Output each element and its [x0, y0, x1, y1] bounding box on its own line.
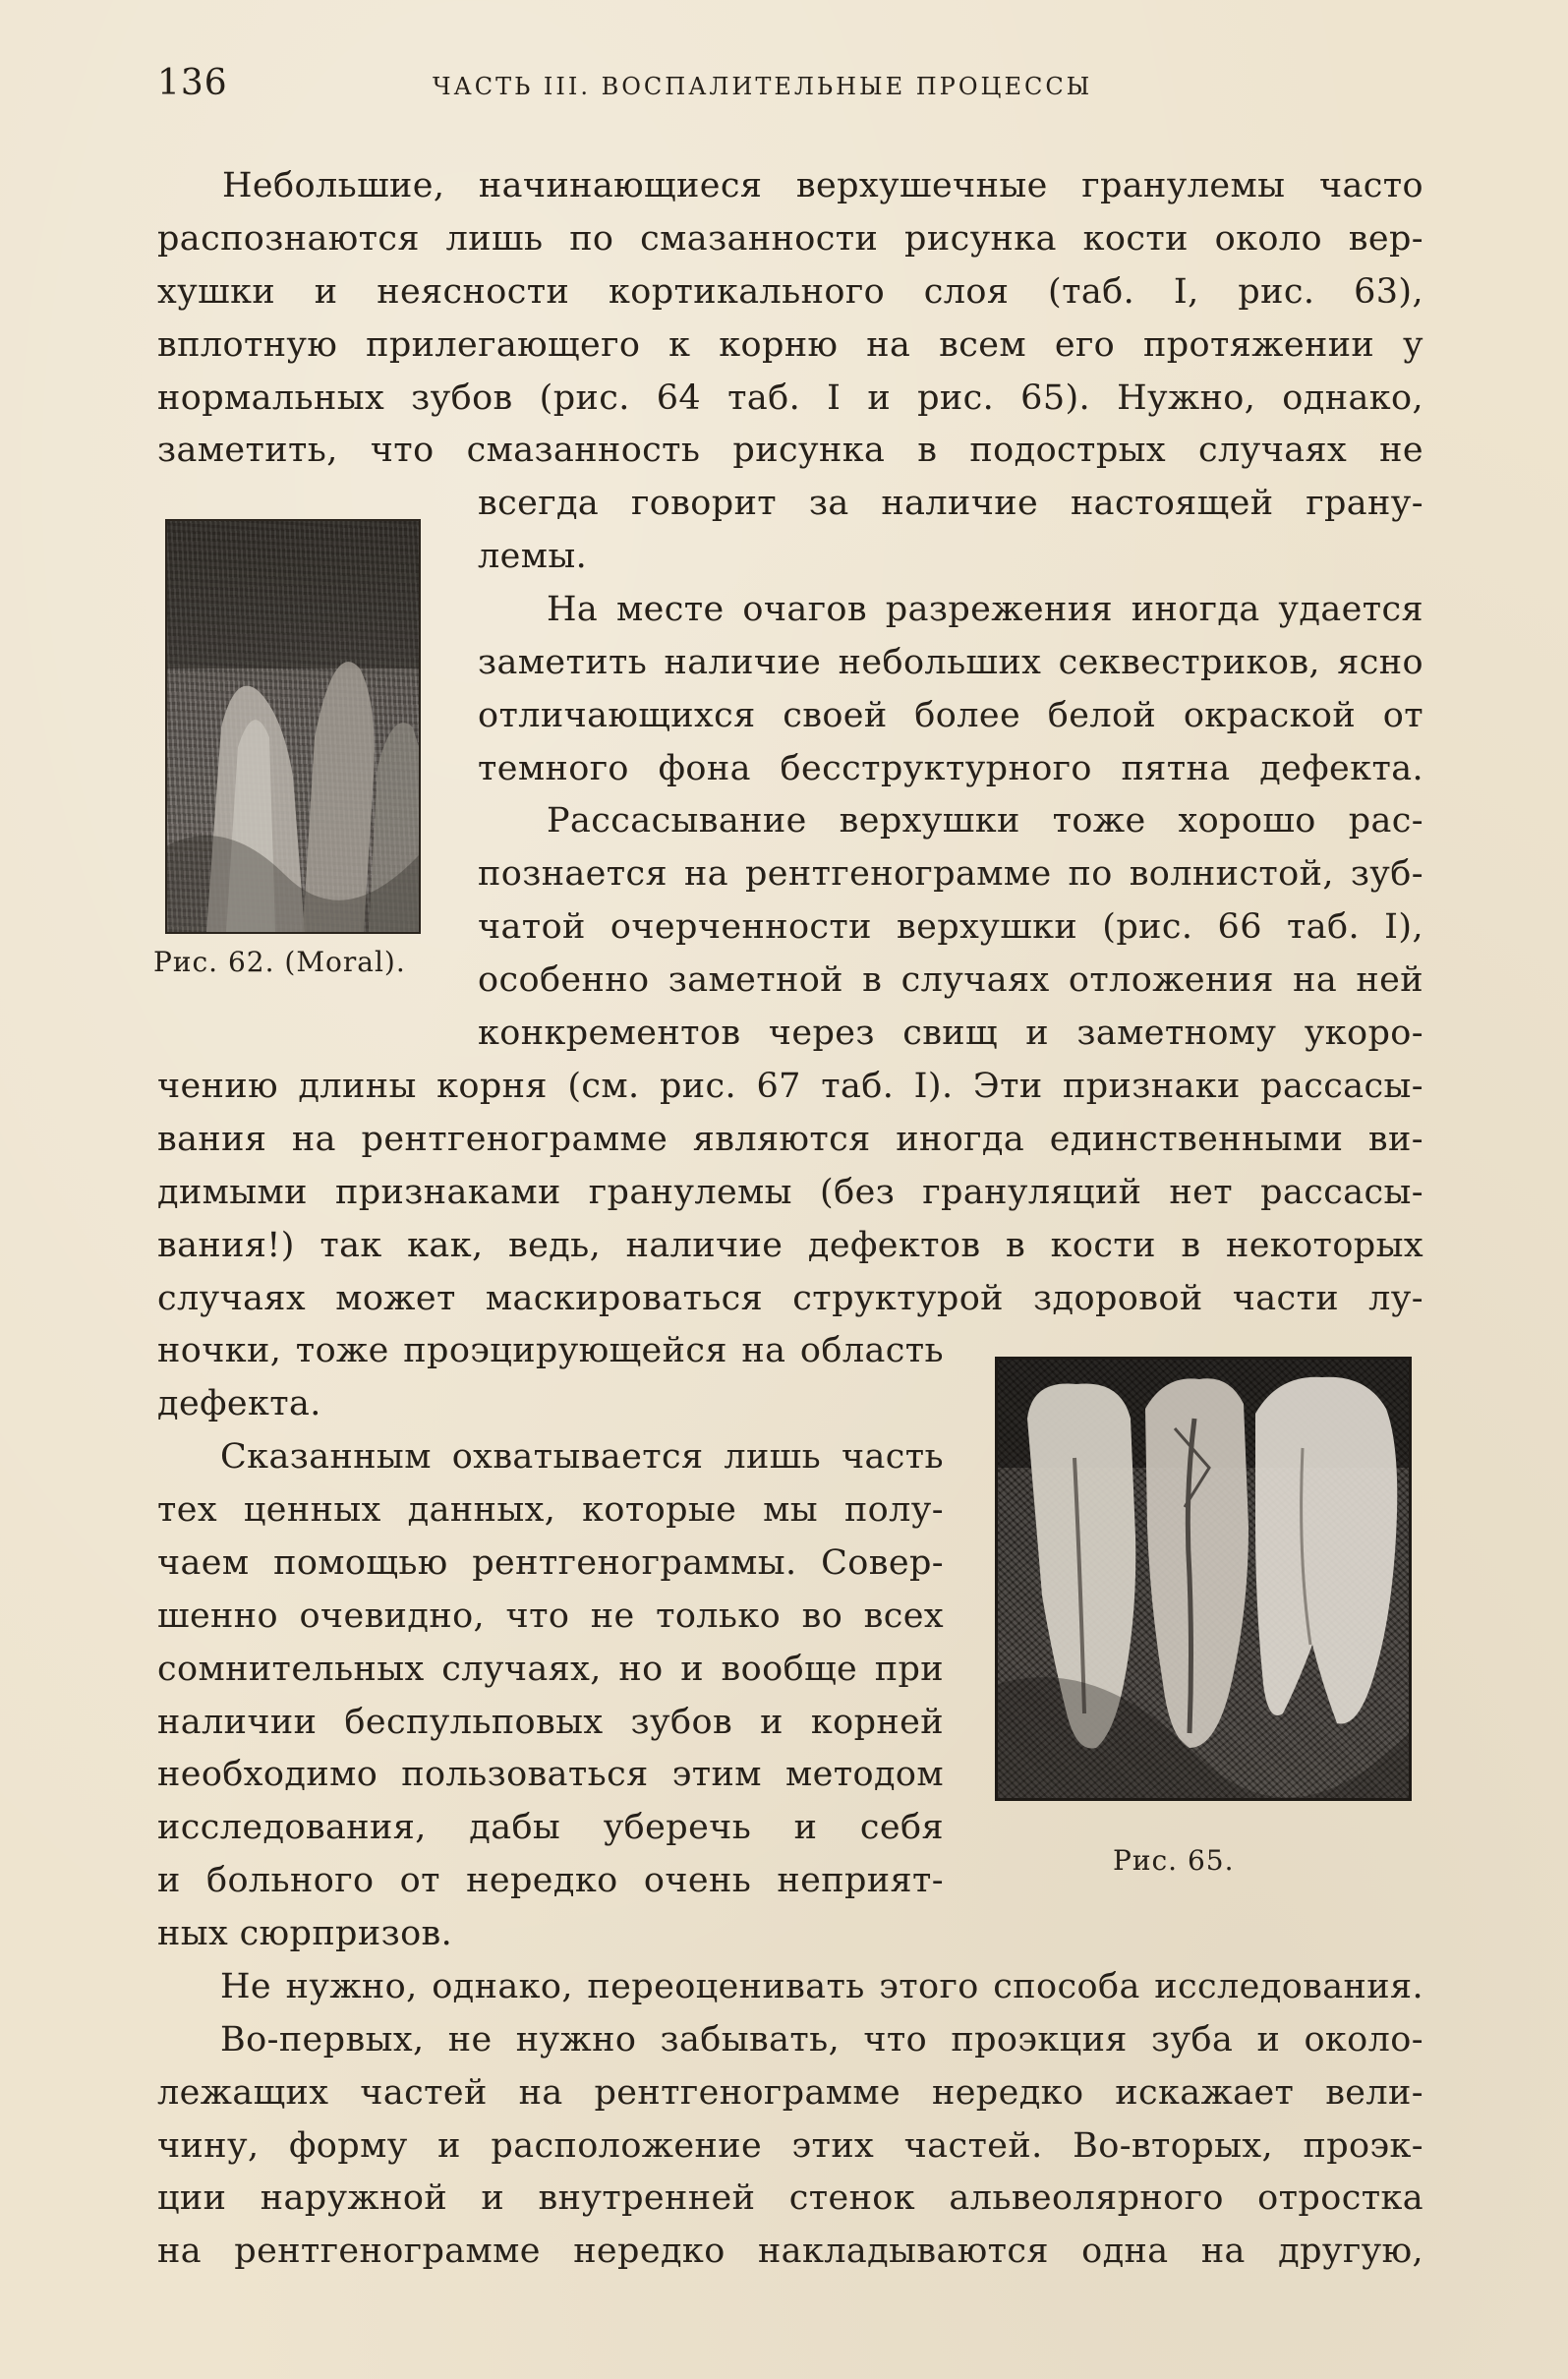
- text-line: на рентгенограмме нередко накладываются одна на другую,: [157, 2232, 1423, 2271]
- text-line: сомнительных случаях, но и вообще при: [157, 1650, 944, 1689]
- running-title: ЧАСТЬ III. ВОСПАЛИТЕЛЬНЫЕ ПРОЦЕССЫ: [433, 73, 1093, 100]
- figure-62-caption: Рис. 62. (Moral).: [153, 946, 406, 978]
- text-line: особенно заметной в случаях отложения на ней: [478, 960, 1423, 1000]
- text-line: случаях может маскироваться структурой здоровой части лу-: [157, 1279, 1423, 1318]
- text-line: чению длины корня (см. рис. 67 таб. I). Эти признаки рассасы-: [157, 1067, 1423, 1106]
- page-header: [157, 63, 1421, 112]
- text-line: ночки, тоже проэцирующейся на область: [157, 1331, 944, 1370]
- text-line: и больного от нередко очень неприят-: [157, 1861, 944, 1900]
- text-line: чину, форму и расположение этих частей. Во-вторых, проэк-: [157, 2126, 1423, 2166]
- text-line: дефекта.: [157, 1384, 321, 1423]
- text-line: всегда говорит за наличие настоящей грану-: [478, 484, 1423, 523]
- text-line: хушки и неясности кортикального слоя (таб. I, рис. 63),: [157, 272, 1423, 312]
- text-line: Во-первых, не нужно забывать, что проэкция зуба и около-: [220, 2020, 1423, 2060]
- text-line: вания!) так как, ведь, наличие дефектов в кости в некоторых: [157, 1226, 1423, 1265]
- text-line: Сказанным охватывается лишь часть: [220, 1437, 944, 1477]
- figure-65-xray: [995, 1357, 1412, 1801]
- text-line: шенно очевидно, что не только во всех: [157, 1596, 944, 1636]
- text-line: ции наружной и внутренней стенок альвеолярного отростка: [157, 2178, 1423, 2218]
- text-line: Не нужно, однако, переоценивать этого способа исследования.: [220, 1967, 1423, 2006]
- text-line: Небольшие, начинающиеся верхушечные гранулемы часто: [222, 166, 1423, 205]
- text-line: чаем помощью рентгенограммы. Совер-: [157, 1543, 944, 1583]
- text-line: познается на рентгенограмме по волнистой, зуб-: [478, 854, 1423, 894]
- text-line: наличии беспульповых зубов и корней: [157, 1703, 944, 1742]
- text-line: Рассасывание верхушки тоже хорошо рас-: [547, 801, 1423, 841]
- text-line: исследования, дабы уберечь и себя: [157, 1808, 944, 1847]
- text-line: ных сюрпризов.: [157, 1914, 453, 1953]
- figure-62-xray: [165, 519, 421, 934]
- text-line: отличающихся своей более белой окраской от: [478, 696, 1423, 735]
- text-line: лежащих частей на рентгенограмме нередко искажает вели-: [157, 2073, 1423, 2113]
- text-line: тех ценных данных, которые мы полу-: [157, 1490, 944, 1530]
- text-line: конкрементов через свищ и заметному укоро-: [478, 1014, 1423, 1053]
- text-line: нормальных зубов (рис. 64 таб. I и рис. 65). Нужно, однако,: [157, 378, 1423, 418]
- text-line: заметить наличие небольших секвестриков, ясно: [478, 643, 1423, 682]
- figure-62-drawing: [167, 521, 419, 932]
- text-line: необходимо пользоваться этим методом: [157, 1755, 944, 1794]
- text-line: темного фона бесструктурного пятна дефекта.: [478, 749, 1423, 788]
- text-line: вплотную прилегающего к корню на всем его протяжении у: [157, 325, 1423, 365]
- text-line: распознаются лишь по смазанности рисунка кости около вер-: [157, 219, 1423, 259]
- page-number: 136: [157, 63, 228, 103]
- text-line: димыми признаками гранулемы (без грануляций нет рассасы-: [157, 1173, 1423, 1212]
- text-line: заметить, что смазанность рисунка в подострых случаях не: [157, 431, 1423, 470]
- figure-65-drawing: [998, 1360, 1409, 1798]
- text-line: На месте очагов разрежения иногда удается: [547, 590, 1423, 629]
- text-line: вания на рентгенограмме являются иногда единственными ви-: [157, 1120, 1423, 1159]
- text-line: лемы.: [478, 537, 588, 576]
- text-line: чатой очерченности верхушки (рис. 66 таб. I),: [478, 907, 1423, 947]
- figure-65-caption: Рис. 65.: [1113, 1844, 1235, 1877]
